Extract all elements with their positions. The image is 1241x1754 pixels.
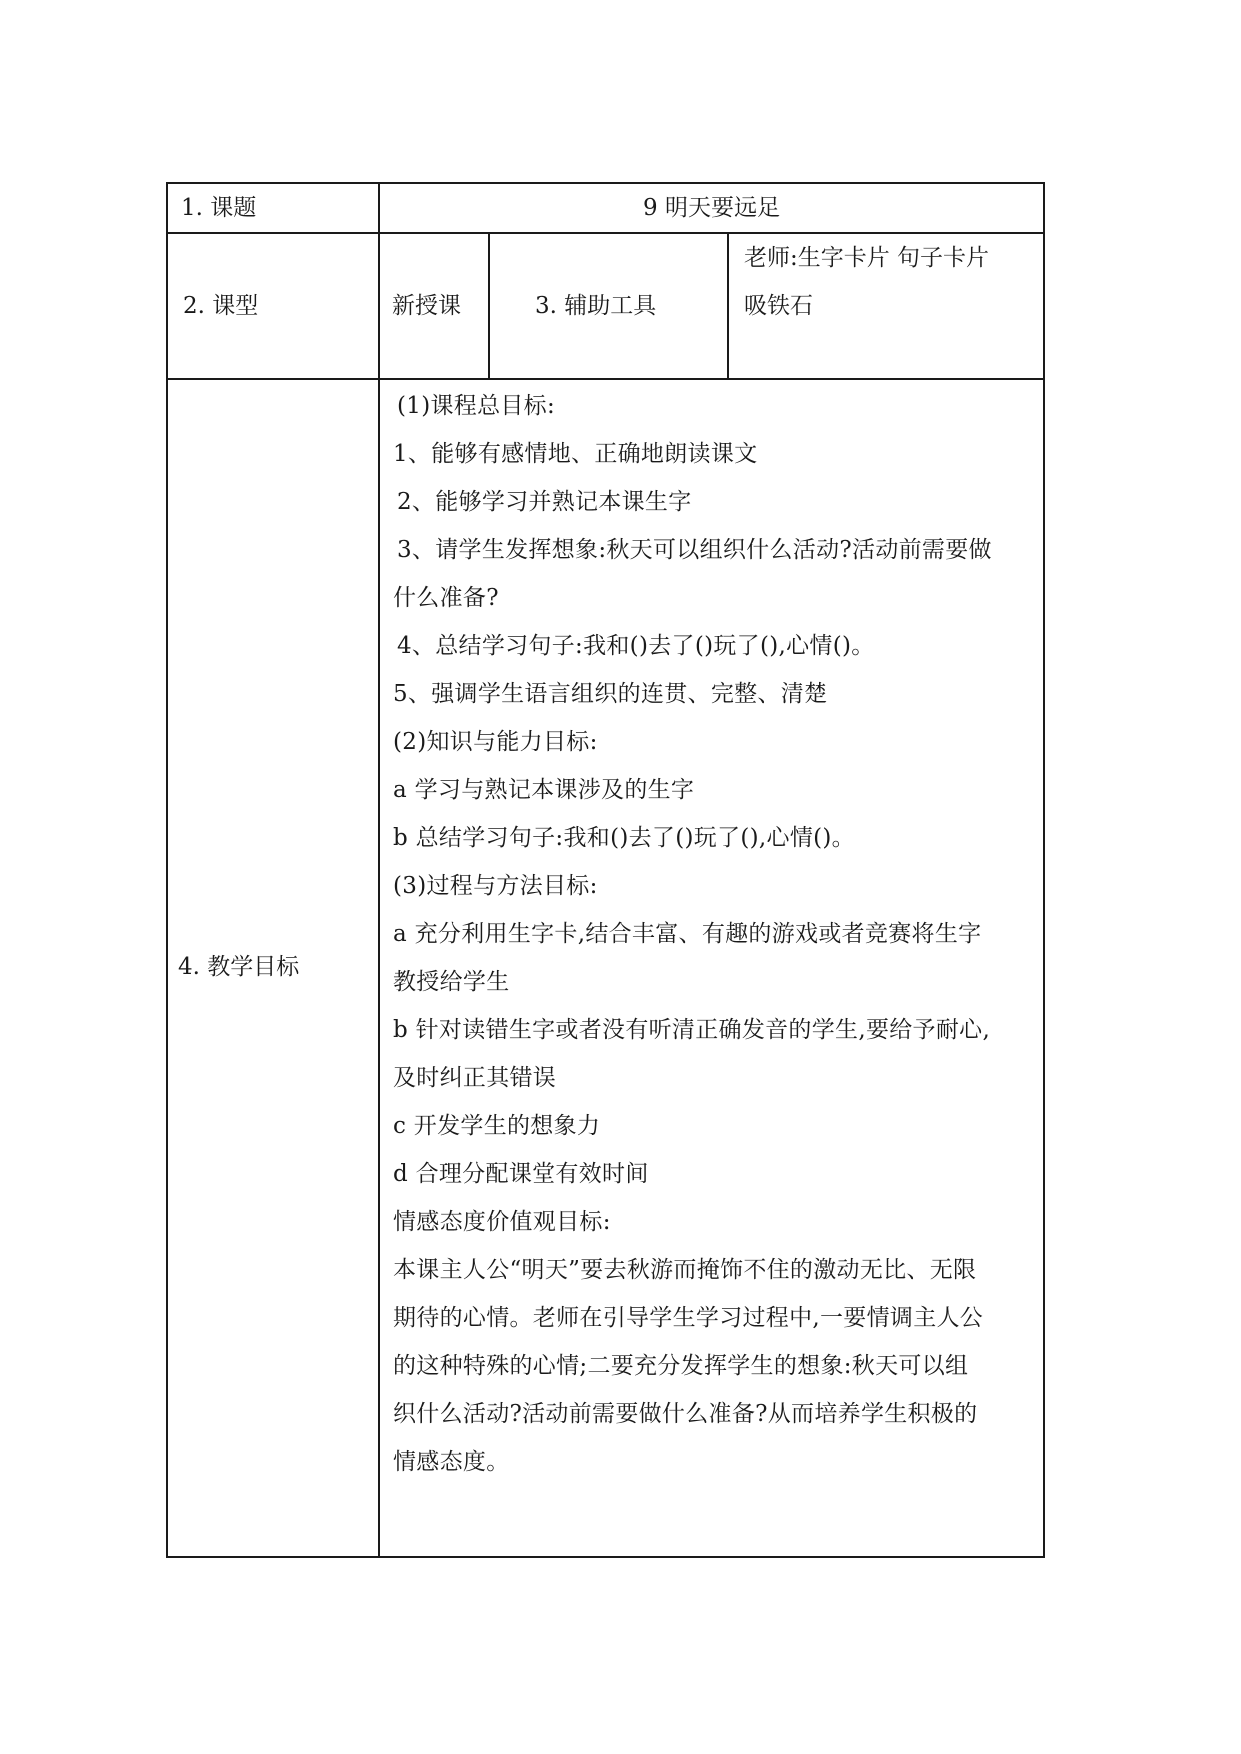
table-column-divider — [378, 182, 380, 1558]
goal-line: (1)课程总目标: — [397, 393, 556, 419]
goal-line: c 开发学生的想象力 — [393, 1113, 601, 1139]
goal-line: a 学习与熟记本课涉及的生字 — [393, 777, 695, 803]
topic-value: 9 明天要远足 — [643, 195, 780, 221]
goal-line: 期待的心情。老师在引导学生学习过程中,一要情调主人公 — [393, 1305, 984, 1331]
table-border-left — [166, 182, 168, 1558]
goal-line: 1、能够有感情地、正确地朗读课文 — [393, 441, 758, 467]
goal-line: b 针对读错生字或者没有听清正确发音的学生,要给予耐心, — [393, 1017, 991, 1043]
lesson-type-label: 2. 课型 — [183, 293, 259, 319]
goal-line: 3、请学生发挥想象:秋天可以组织什么活动?活动前需要做 — [397, 537, 992, 563]
goal-line: 5、强调学生语言组织的连贯、完整、清楚 — [393, 681, 828, 707]
goal-line: d 合理分配课堂有效时间 — [393, 1161, 649, 1187]
table-border-bottom — [166, 1556, 1045, 1558]
goal-line: 2、能够学习并熟记本课生字 — [397, 489, 692, 515]
tools-label: 3. 辅助工具 — [535, 293, 657, 319]
tools-value-line2: 吸铁石 — [744, 293, 813, 319]
teaching-goals-label: 4. 教学目标 — [178, 954, 300, 980]
goal-line: 情感态度价值观目标: — [393, 1209, 611, 1235]
table-row-divider-2 — [166, 378, 1045, 380]
goal-line: 4、总结学习句子:我和()去了()玩了(),心情()。 — [397, 633, 875, 659]
topic-label: 1. 课题 — [181, 195, 257, 221]
goal-line: 情感态度。 — [393, 1449, 510, 1475]
goal-line: 及时纠正其错误 — [393, 1065, 557, 1091]
lesson-type-value: 新授课 — [392, 293, 461, 319]
goal-line: b 总结学习句子:我和()去了()玩了(),心情()。 — [393, 825, 855, 851]
table-row-divider-1 — [166, 232, 1045, 234]
table-border-right — [1043, 182, 1045, 1558]
row2-divider-b — [727, 232, 729, 380]
goal-line: 织什么活动?活动前需要做什么准备?从而培养学生积极的 — [393, 1401, 978, 1427]
goal-line: 的这种特殊的心情;二要充分发挥学生的想象:秋天可以组 — [393, 1353, 969, 1379]
row2-divider-a — [488, 232, 490, 380]
goal-line: a 充分利用生字卡,结合丰富、有趣的游戏或者竞赛将生字 — [393, 921, 982, 947]
goal-line: 本课主人公“明天”要去秋游而掩饰不住的激动无比、无限 — [393, 1257, 977, 1283]
goal-line: (3)过程与方法目标: — [393, 873, 598, 899]
goal-line: 什么准备? — [393, 585, 499, 611]
goal-line: 教授给学生 — [393, 969, 510, 995]
goal-line: (2)知识与能力目标: — [393, 729, 598, 755]
tools-value-line1: 老师:生字卡片 句子卡片 — [744, 245, 990, 271]
table-border-top — [166, 182, 1045, 184]
